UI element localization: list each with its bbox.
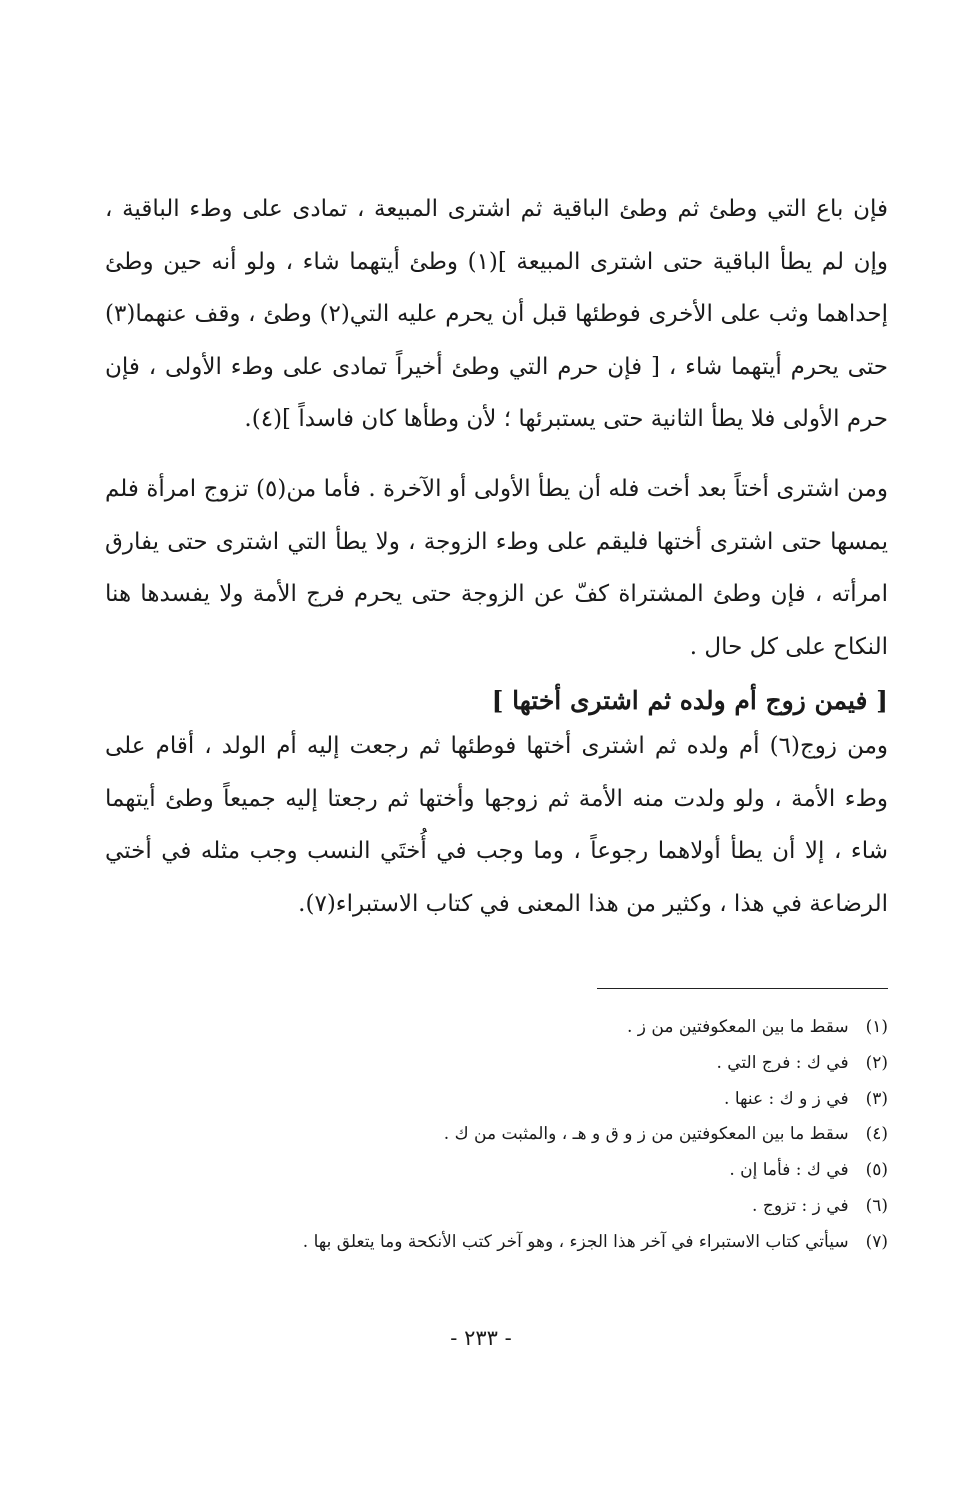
footnote-number: (١) <box>865 1017 888 1037</box>
footnote-text: في ز : تزوج . <box>752 1195 849 1216</box>
paragraph-1: فإن باع التي وطئ ثم وطئ الباقية ثم اشترى المبيعة ، تمادى على وطء الباقية ، وإن لم يطأ الباقية حتى اشترى المبيعة ](١) وطئ أيتهما شاء ، ولو أنه حين وطئ إحداهما وثب على الأخرى فوطئها قبل أن يحرم عليه التي(٢) وطئ ، وقف عنهما(٣) حتى يحرم أيتهما شاء ، [ فإن حرم التي وطئ أخيراً تمادى على وطء الأولى ، فإن حرم الأولى فلا يطأ الثانية حتى يستبرئها ؛ لأن وطأها كان فاسداً ](٤). <box>105 196 888 432</box>
section-heading: [ فيمن زوج أم ولده ثم اشترى أختها ] <box>491 686 888 715</box>
footnote-text: في ك : فأما إن . <box>729 1160 849 1181</box>
page-number: - ٢٣٣ - <box>450 1326 512 1350</box>
footnotes-list <box>105 1010 888 1261</box>
footnote-text: في ز و ك : عنها . <box>724 1088 849 1109</box>
paragraph-3: ومن زوج(٦) أم ولده ثم اشترى أختها فوطئها ثم رجعت إليه أم الولد ، أقام على وطء الأمة ، ولو ولدت منه الأمة ثم زوجها وأختها ثم رجعتا إليه جميعاً وطئ أيتهما شاء ، إلا أن يطأ أولاهما رجوعاً ، وما وجب في أُختَي النسب وجب مثله في أختي الرضاعة في هذا ، وكثير من هذا المعنى في كتاب الاستبراء(٧). <box>105 733 889 917</box>
footnote-text: سيأتي كتاب الاستبراء في آخر هذا الجزء ، وهو آخر كتب الأنكحة وما يتعلق بها . <box>302 1231 849 1252</box>
footnote-item <box>105 1010 888 1046</box>
paragraph-2: ومن اشترى أختاً بعد أخت فله أن يطأ الأولى أو الآخرة . فأما من(٥) تزوج امرأة فلم يمسها حتى اشترى أختها فليقم على وطء الزوجة ، ولا يطأ التي اشترى حتى يفارق امرأته ، فإن وطئ المشتراة كفّ عن الزوجة حتى يحرم فرج الأمة ولا يفسدها هنا النكاح على كل حال . <box>105 476 888 660</box>
footnote-item <box>105 1189 888 1225</box>
footnote-number: (٥) <box>865 1160 888 1181</box>
footnote-item <box>105 1046 888 1082</box>
footnote-separator <box>597 988 888 989</box>
footnote-number: (٧) <box>865 1231 888 1252</box>
footnote-number: (٦) <box>865 1195 888 1216</box>
footnote-number: (٣) <box>865 1088 888 1109</box>
footnote-text: في ك : فرج التي . <box>716 1052 849 1073</box>
footnote-item <box>105 1153 888 1189</box>
footnote-text: سقط ما بين المعكوفتين من ز . <box>627 1017 849 1037</box>
footnote-item <box>105 1082 888 1118</box>
footnote-number: (٤) <box>865 1124 888 1145</box>
footnote-item <box>105 1117 888 1153</box>
footnote-number: (٢) <box>865 1052 888 1073</box>
footnote-text: سقط ما بين المعكوفتين من ز و ق و هـ ، والمثبت من ك . <box>443 1124 849 1145</box>
footnote-item <box>105 1225 888 1261</box>
